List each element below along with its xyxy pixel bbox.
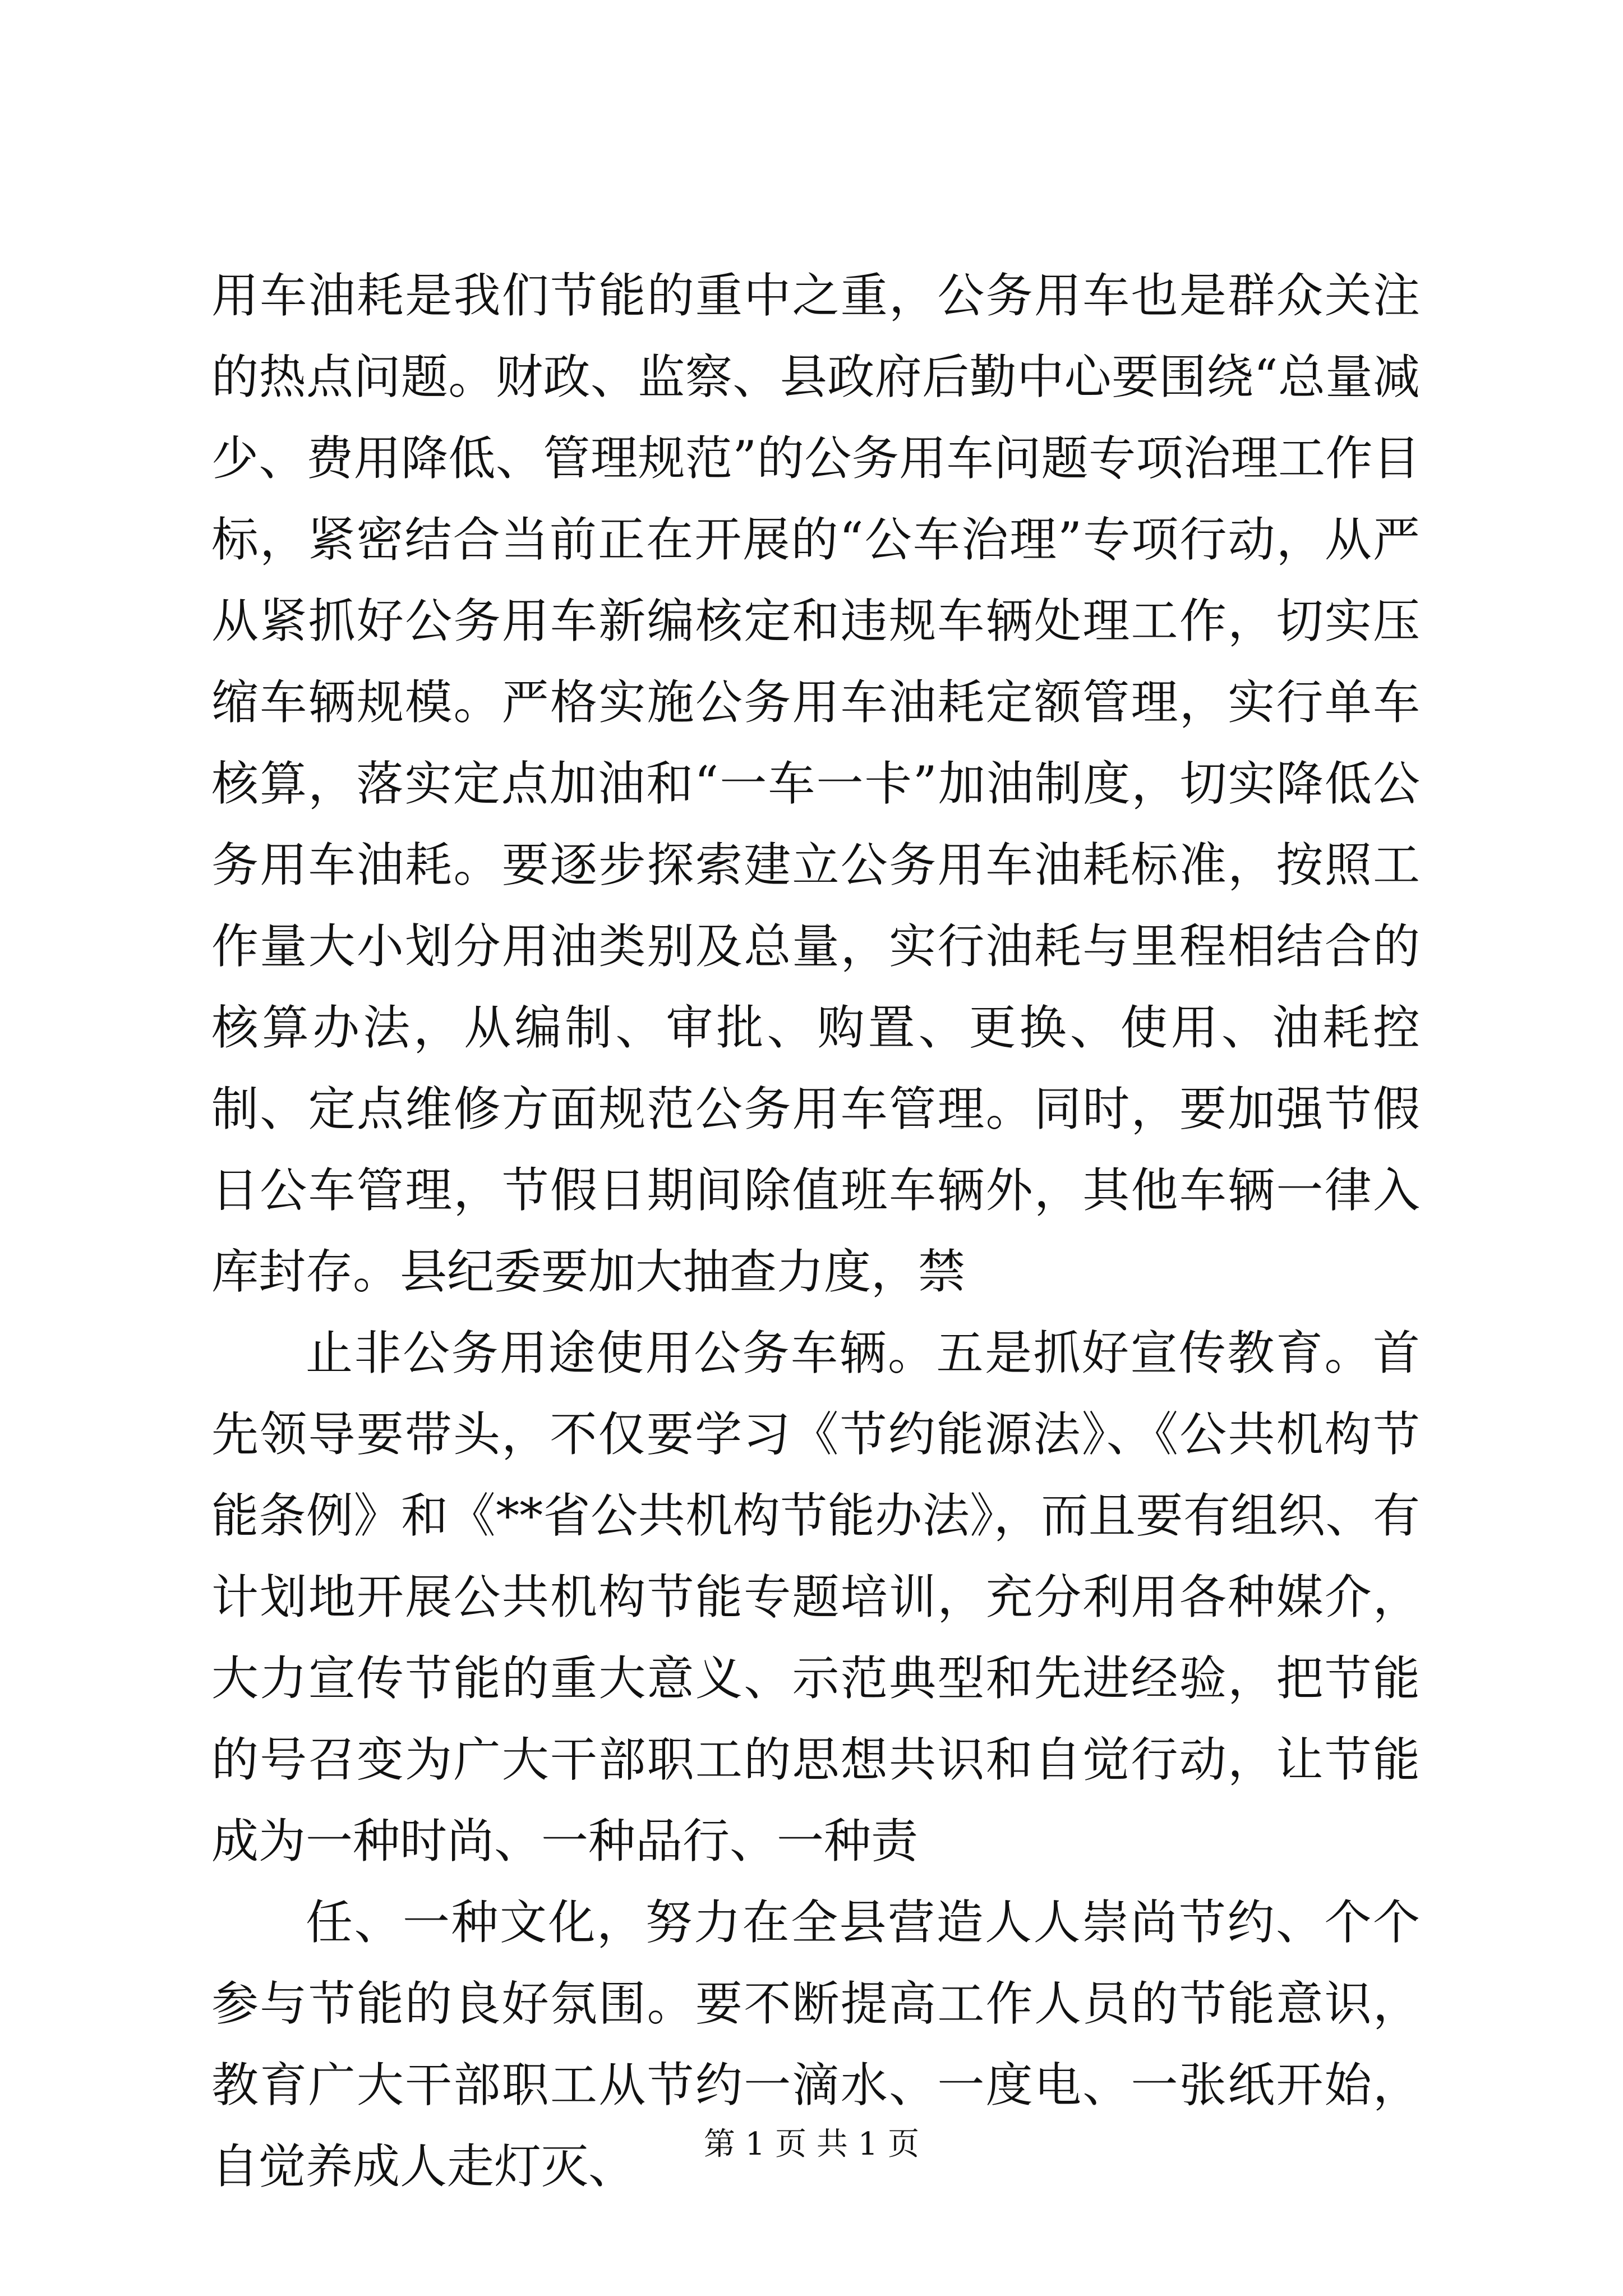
paragraph-3: 任、一种文化，努力在全县营造人人崇尚节约、个个参与节能的良好氛围。要不断提高工作人员的节能意识，教育广大干部职工从节约一滴水、一度电、一张纸开始，自觉养成人走灯灭、 [211,1895,1420,2194]
paragraph-2: 止非公务用途使用公务车辆。五是抓好宣传教育。首先领导要带头，不仅要学习《节约能源法》、《公共机构节能条例》和《**省公共机构节能办法》，而且要有组织、有计划地开展公共机构节能专题培训，充分利用各种媒介，大力宣传节能的重大意义、示范典型和先进经验，把节能的号召变为广大干部职工的思想共识和自觉行动，让节能成为一种时尚、一种品行、一种责 [211,1326,1420,1869]
paragraph-1: 用车油耗是我们节能的重中之重，公务用车也是群众关注的热点问题。财政、监察、县政府后勤中心要围绕“总量减少、费用降低、管理规范”的公务用车问题专项治理工作目标，紧密结合当前正在开展的“公车治理”专项行动，从严从紧抓好公务用车新编核定和违规车辆处理工作，切实压缩车辆规模。严格实施公务用车油耗定额管理，实行单车核算，落实定点加油和“一车一卡”加油制度，切实降低公务用车油耗。要逐步探索建立公务用车油耗标准，按照工作量大小划分用油类别及总量，实行油耗与里程相结合的核算办法，从编制、审批、购置、更换、使用、油耗控制、定点维修方面规范公务用车管理。同时，要加强节假日公车管理，节假日期间除值班车辆外，其他车辆一律入库封存。县纪委要加大抽查力度，禁 [211,268,1420,1299]
page-footer: 第 1 页 共 1 页 [703,2126,920,2162]
document-body [211,255,1420,2207]
